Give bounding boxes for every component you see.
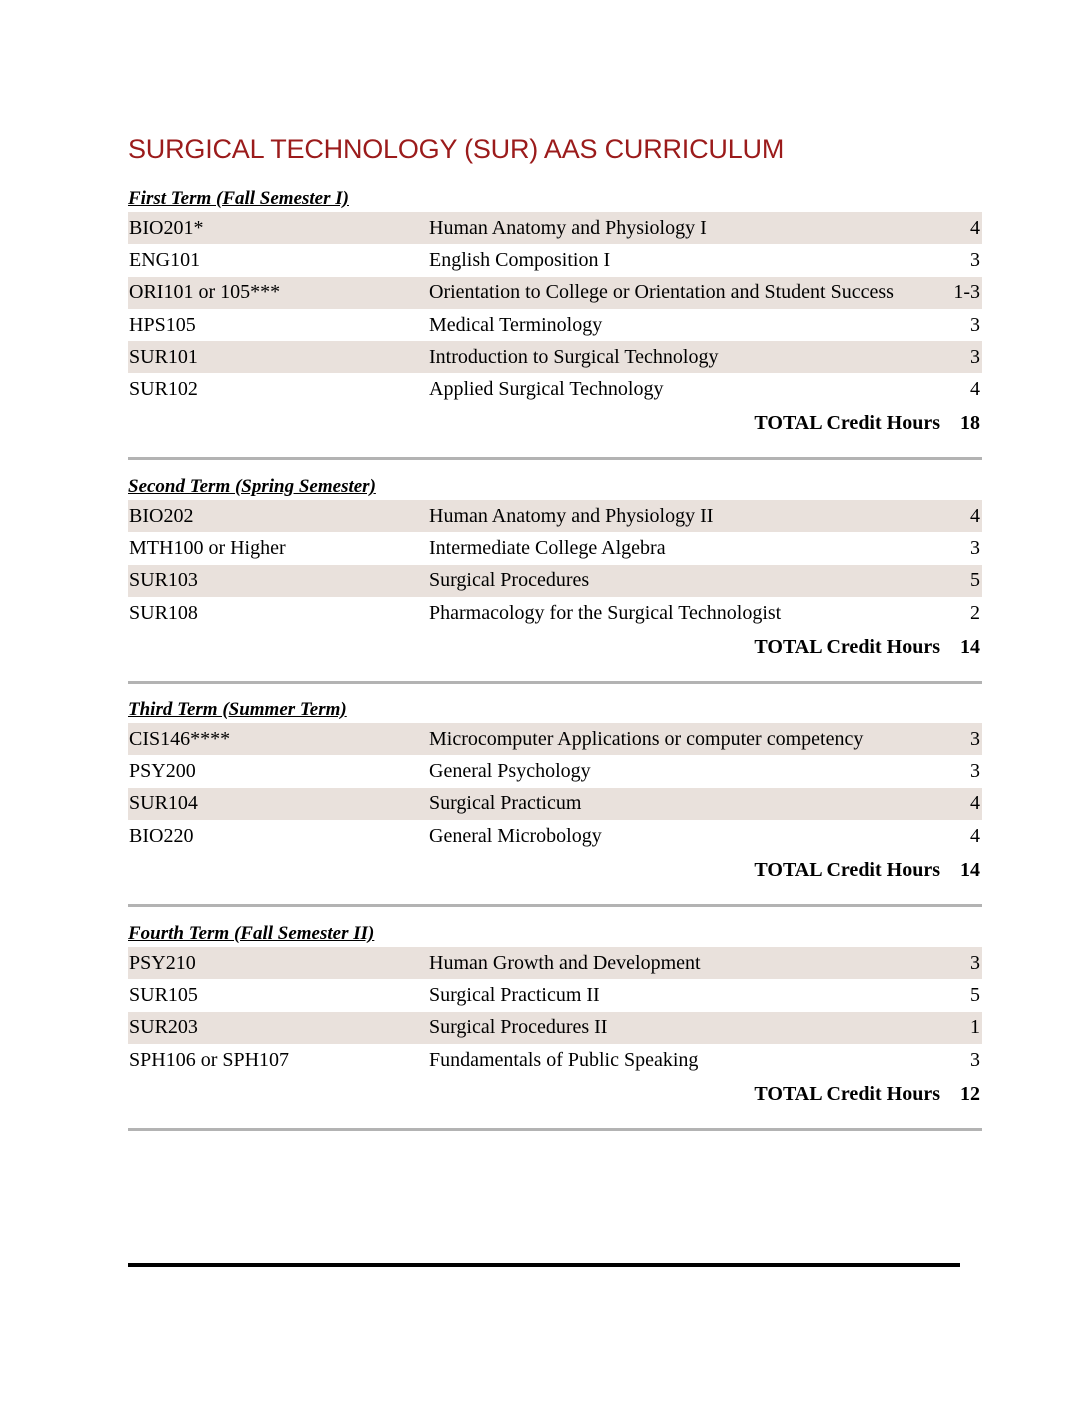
course-row xyxy=(128,341,982,373)
course-row xyxy=(128,212,982,244)
course-code: ENG101 xyxy=(129,248,201,271)
term-section-second xyxy=(128,474,982,665)
course-row xyxy=(128,244,982,276)
term-divider xyxy=(128,681,982,684)
course-credits: 5 xyxy=(970,569,980,592)
course-row xyxy=(128,500,982,532)
course-row xyxy=(128,820,982,852)
course-code: MTH100 or Higher xyxy=(129,536,286,559)
course-row xyxy=(128,979,982,1011)
course-code: HPS105 xyxy=(129,313,196,336)
total-label: TOTAL Credit Hours xyxy=(754,412,940,435)
total-value: 18 xyxy=(960,412,980,435)
term-divider xyxy=(128,457,982,460)
course-credits: 3 xyxy=(970,759,980,782)
course-credits: 1-3 xyxy=(953,281,980,304)
course-row xyxy=(128,373,982,405)
course-row xyxy=(128,597,982,629)
course-credits: 3 xyxy=(970,951,980,974)
course-credits: 3 xyxy=(970,1048,980,1071)
course-credits: 4 xyxy=(970,824,980,847)
page-title: SURGICAL TECHNOLOGY (SUR) AAS CURRICULUM xyxy=(128,134,785,164)
course-code: SUR104 xyxy=(129,792,198,815)
course-code: BIO202 xyxy=(129,504,194,527)
course-row xyxy=(128,532,982,564)
course-code: SUR105 xyxy=(129,983,198,1006)
course-code: PSY210 xyxy=(129,951,196,974)
course-credits: 4 xyxy=(970,792,980,815)
course-credits: 3 xyxy=(970,345,980,368)
total-label: TOTAL Credit Hours xyxy=(754,635,940,658)
course-title: Medical Terminology xyxy=(429,313,603,336)
total-value: 14 xyxy=(960,635,980,658)
term-section-first xyxy=(128,186,982,442)
course-credits: 3 xyxy=(970,536,980,559)
total-row xyxy=(128,406,982,442)
course-title: Pharmacology for the Surgical Technologist xyxy=(429,601,782,624)
course-row xyxy=(128,947,982,979)
course-title: Surgical Procedures II xyxy=(429,1016,608,1039)
course-title: Surgical Practicum xyxy=(429,792,582,815)
course-title: Orientation to College or Orientation and Student Success xyxy=(429,281,894,304)
term-section-fourth xyxy=(128,921,982,1112)
total-row xyxy=(128,629,982,665)
term-heading: Second Term (Spring Semester) xyxy=(128,476,376,497)
course-title: Microcomputer Applications or computer competency xyxy=(429,727,864,750)
term-divider xyxy=(128,1128,982,1131)
course-row xyxy=(128,1012,982,1044)
footer-rule xyxy=(128,1263,960,1267)
course-credits: 1 xyxy=(970,1016,980,1039)
course-code: BIO220 xyxy=(129,824,194,847)
total-label: TOTAL Credit Hours xyxy=(754,858,940,881)
course-code: ORI101 or 105*** xyxy=(129,281,281,304)
course-title: Human Anatomy and Physiology I xyxy=(429,216,707,239)
course-credits: 4 xyxy=(970,504,980,527)
course-row xyxy=(128,788,982,820)
course-title: Surgical Practicum II xyxy=(429,983,600,1006)
course-row xyxy=(128,309,982,341)
course-title: General Microbology xyxy=(429,824,602,847)
total-value: 12 xyxy=(960,1082,980,1105)
course-row xyxy=(128,565,982,597)
course-title: Human Anatomy and Physiology II xyxy=(429,504,714,527)
course-row xyxy=(128,723,982,755)
course-credits: 3 xyxy=(970,248,980,271)
term-section-third xyxy=(128,697,982,888)
course-title: Fundamentals of Public Speaking xyxy=(429,1048,699,1071)
course-title: Applied Surgical Technology xyxy=(429,378,664,401)
course-credits: 4 xyxy=(970,378,980,401)
course-code: SUR101 xyxy=(129,345,198,368)
total-row xyxy=(128,852,982,888)
total-value: 14 xyxy=(960,858,980,881)
term-divider xyxy=(128,904,982,907)
course-title: Surgical Procedures xyxy=(429,569,590,592)
course-code: CIS146**** xyxy=(129,727,231,750)
course-credits: 3 xyxy=(970,727,980,750)
total-label: TOTAL Credit Hours xyxy=(754,1082,940,1105)
course-code: SUR103 xyxy=(129,569,198,592)
course-title: Intermediate College Algebra xyxy=(429,536,666,559)
course-title: Introduction to Surgical Technology xyxy=(429,345,719,368)
course-row xyxy=(128,277,982,309)
course-code: BIO201* xyxy=(129,216,204,239)
course-title: Human Growth and Development xyxy=(429,951,701,974)
total-row xyxy=(128,1076,982,1112)
course-row xyxy=(128,1044,982,1076)
course-code: SUR102 xyxy=(129,378,198,401)
course-credits: 5 xyxy=(970,983,980,1006)
course-title: English Composition I xyxy=(429,248,611,271)
course-code: PSY200 xyxy=(129,759,196,782)
term-heading: Third Term (Summer Term) xyxy=(128,699,347,720)
course-credits: 3 xyxy=(970,313,980,336)
course-row xyxy=(128,755,982,787)
course-title: General Psychology xyxy=(429,759,591,782)
term-heading: First Term (Fall Semester I) xyxy=(128,188,349,209)
term-heading: Fourth Term (Fall Semester II) xyxy=(128,923,375,944)
course-code: SUR203 xyxy=(129,1016,198,1039)
course-code: SPH106 or SPH107 xyxy=(129,1048,290,1071)
course-credits: 4 xyxy=(970,216,980,239)
course-code: SUR108 xyxy=(129,601,198,624)
course-credits: 2 xyxy=(970,601,980,624)
